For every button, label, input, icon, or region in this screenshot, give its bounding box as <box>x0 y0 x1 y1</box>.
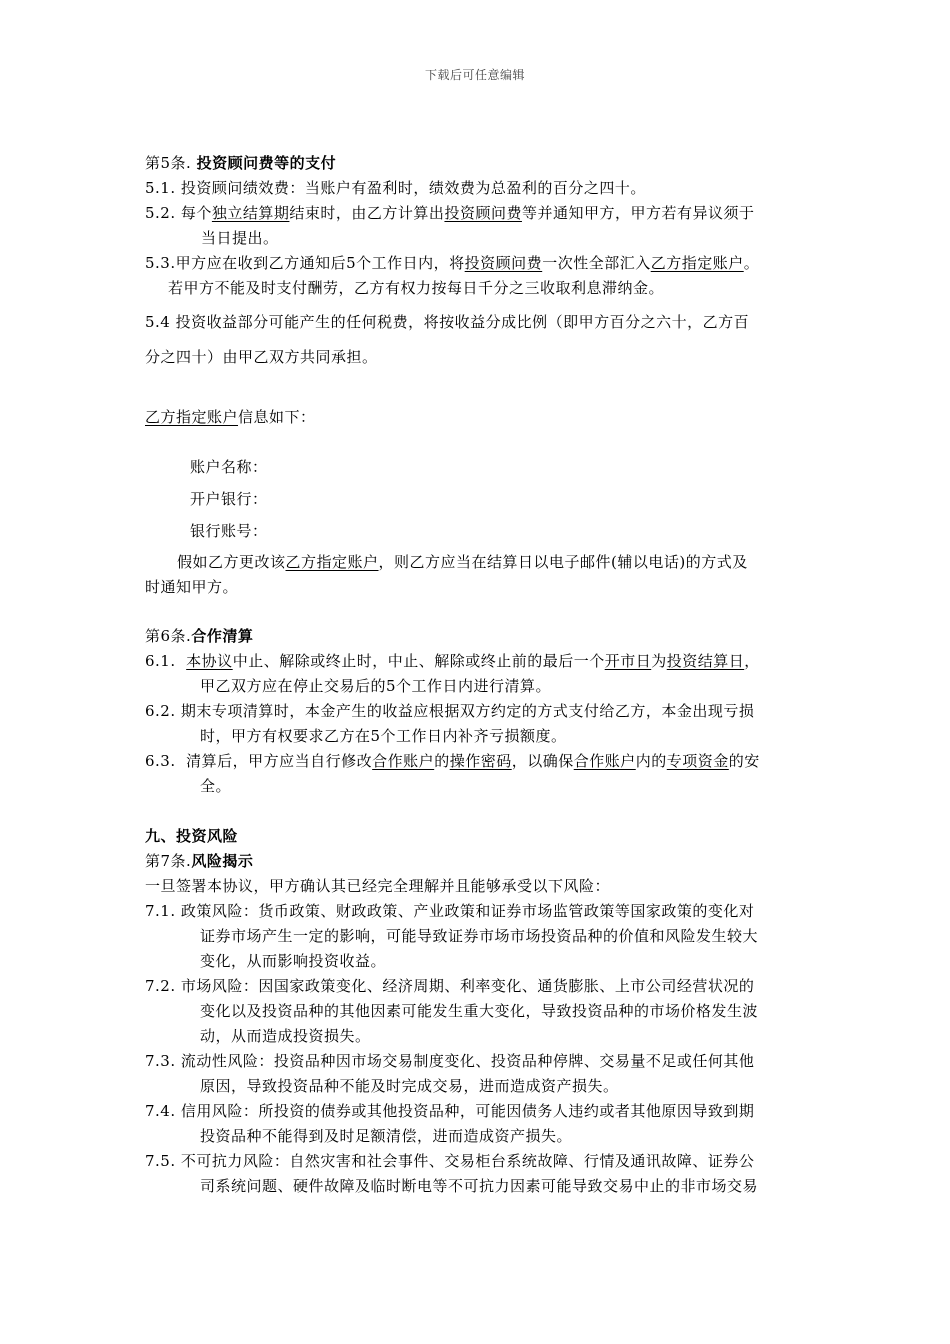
clause-6-3: 6.3. 清算后，甲方应当自行修改合作账户的操作密码，以确保合作账户内的专项资金的安 <box>145 752 760 770</box>
risk-7-1-cont-2: 变化，从而影响投资收益。 <box>200 952 387 970</box>
risk-7-5-cont: 司系统问题、硬件故障及临时断电等不可抗力因素可能导致交易中止的非市场交易 <box>200 1177 759 1195</box>
risk-7-4: 7.4. 信用风险：所投资的债券或其他投资品种，可能因债务人违约或者其他原因导致到期 <box>145 1102 755 1120</box>
account-info-title: 乙方指定账户信息如下： <box>145 408 316 426</box>
page-header: 下载后可任意编辑 <box>424 68 525 82</box>
account-number-label: 银行账号： <box>190 522 268 540</box>
account-change-note-cont: 时通知甲方。 <box>145 578 239 596</box>
risk-7-2-cont-1: 变化以及投资品种的其他因素可能发生重大变化，导致投资品种的市场价格发生波 <box>200 1002 759 1020</box>
risk-intro: 一旦签署本协议，甲方确认其已经完全理解并且能够承受以下风险： <box>145 877 611 895</box>
clause-6-2: 6.2. 期末专项清算时，本金产生的收益应根据双方约定的方式支付给乙方，本金出现亏损 <box>145 702 755 720</box>
clause-6-2-cont: 时，甲方有权要求乙方在5个工作日内补齐亏损额度。 <box>200 727 567 745</box>
clause-5-1: 5.1. 投资顾问绩效费：当账户有盈利时，绩效费为总盈利的百分之四十。 <box>145 179 646 197</box>
clause-5-2-cont: 当日提出。 <box>201 229 279 247</box>
risk-7-3-cont: 原因，导致投资品种不能及时完成交易，进而造成资产损失。 <box>200 1077 619 1095</box>
risk-7-1-cont-1: 证券市场产生一定的影响，可能导致证券市场市场投资品种的价值和风险发生较大 <box>200 927 759 945</box>
clause-6-3-cont: 全。 <box>200 777 232 795</box>
risk-7-2-cont-2: 动，从而造成投资损失。 <box>200 1027 371 1045</box>
risk-7-3: 7.3. 流动性风险：投资品种因市场交易制度变化、投资品种停牌、交易量不足或任何其他 <box>145 1052 755 1070</box>
article-5-heading: 第5条. 投资顾问费等的支付 <box>145 154 337 172</box>
bank-name-label: 开户银行： <box>190 490 268 508</box>
clause-5-3-cont: 若甲方不能及时支付酬劳，乙方有权力按每日千分之三收取利息滞纳金。 <box>168 279 665 297</box>
clause-5-4: 5.4 投资收益部分可能产生的任何税费，将按收益分成比例（即甲方百分之六十，乙方百 <box>145 313 750 331</box>
section-9-title: 九、投资风险 <box>145 827 239 845</box>
risk-7-2: 7.2. 市场风险：因国家政策变化、经济周期、利率变化、通货膨胀、上市公司经营状况的 <box>145 977 755 995</box>
account-name-label: 账户名称： <box>190 458 268 476</box>
risk-7-4-cont: 投资品种不能得到及时足额清偿，进而造成资产损失。 <box>200 1127 573 1145</box>
clause-6-1: 6.1. 本协议中止、解除或终止时，中止、解除或终止前的最后一个开市日为投资结算日， <box>145 652 760 670</box>
clause-6-1-cont: 甲乙双方应在停止交易后的5个工作日内进行清算。 <box>200 677 552 695</box>
article-6-heading: 第6条.合作清算 <box>145 627 254 645</box>
clause-5-3: 5.3.甲方应在收到乙方通知后5个工作日内，将投资顾问费一次性全部汇入乙方指定账户。 <box>145 254 760 272</box>
clause-5-4-cont: 分之四十）由甲乙双方共同承担。 <box>145 348 378 366</box>
risk-7-5: 7.5. 不可抗力风险：自然灾害和社会事件、交易柜台系统故障、行情及通讯故障、证券公 <box>145 1152 755 1170</box>
account-change-note: 假如乙方更改该乙方指定账户，则乙方应当在结算日以电子邮件(辅以电话)的方式及 <box>177 553 748 571</box>
clause-5-2: 5.2. 每个独立结算期结束时，由乙方计算出投资顾问费等并通知甲方，甲方若有异议须于 <box>145 204 755 222</box>
risk-7-1: 7.1. 政策风险：货币政策、财政政策、产业政策和证券市场监管政策等国家政策的变化对 <box>145 902 755 920</box>
article-7-heading: 第7条.风险揭示 <box>145 852 254 870</box>
